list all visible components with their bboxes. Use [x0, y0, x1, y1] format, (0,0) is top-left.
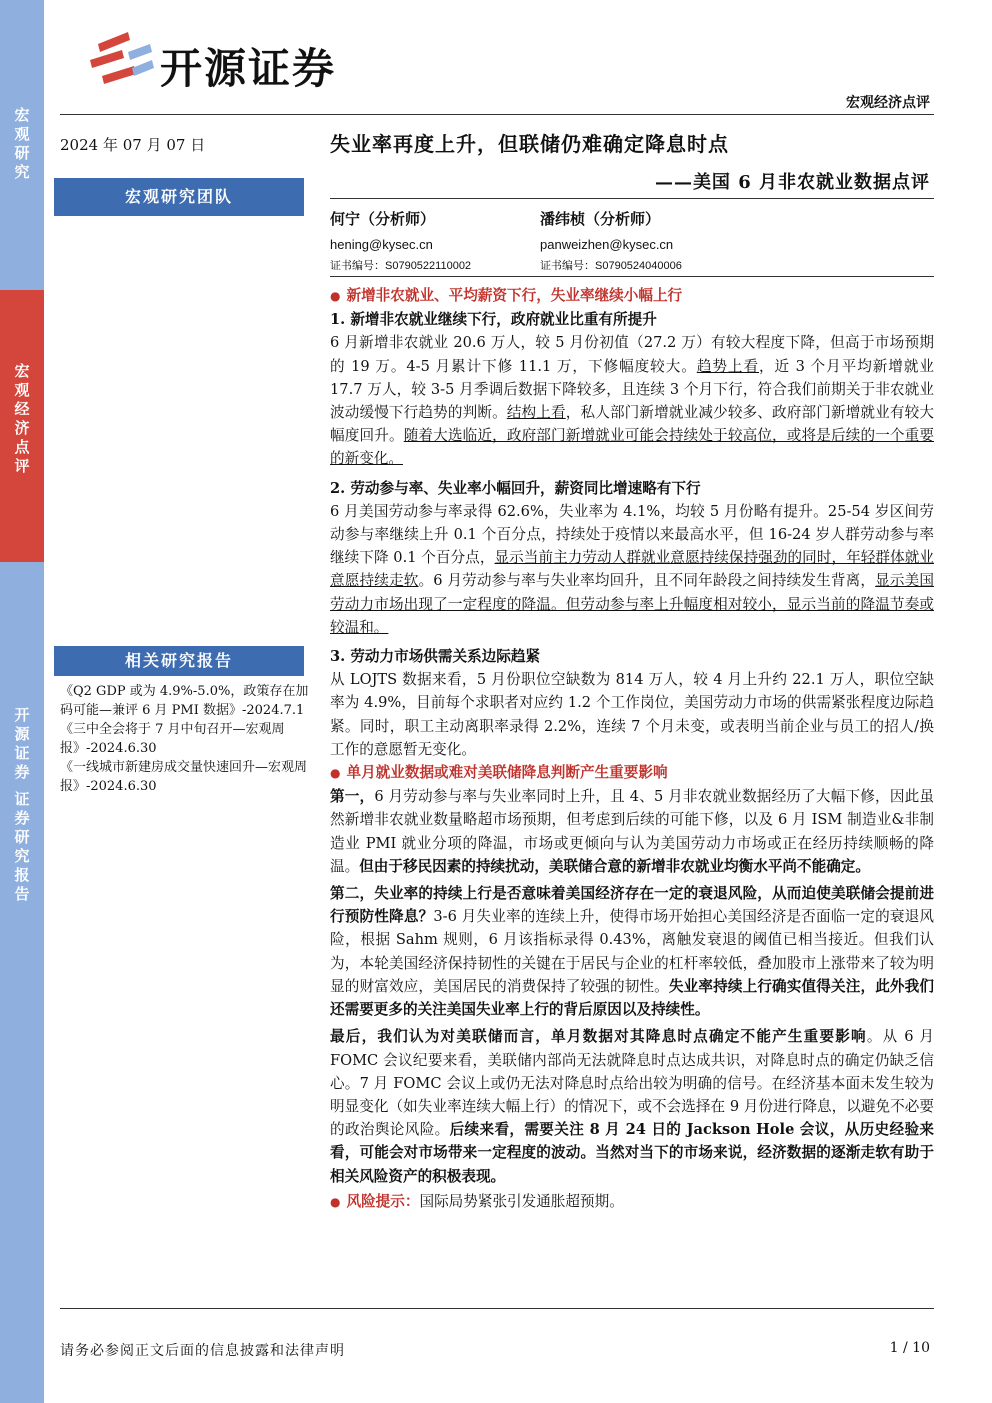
analyst-email[interactable]: panweizhen@kysec.cn	[540, 237, 674, 252]
analyst-divider	[330, 276, 934, 277]
related-label: 相关研究报告	[54, 646, 304, 676]
sidebar-bottom	[0, 562, 44, 1403]
related-item[interactable]: 《Q2 GDP 或为 4.9%-5.0%，政策存在加码可能—兼评 6 月 PMI 数据》-2024.7.1	[60, 684, 309, 718]
page-subtitle: ——美国 6 月非农就业数据点评	[654, 172, 930, 193]
section-bullet: ● 单月就业数据或难对美联储降息判断产生重要影响	[330, 761, 934, 785]
logo-mark-icon	[88, 30, 154, 90]
footer-divider	[60, 1308, 934, 1309]
report-category: 宏观经济点评	[846, 95, 930, 111]
section-bullet: ● 新增非农就业、平均薪资下行，失业率继续小幅上行	[330, 284, 934, 308]
related-item[interactable]: 《一线城市新建房成交量快速回升—宏观周报》-2024.6.30	[60, 760, 308, 794]
analyst-email[interactable]: hening@kysec.cn	[330, 237, 433, 252]
report-body	[330, 284, 934, 1214]
analyst-cert: 证书编号：S0790524040006	[540, 260, 682, 272]
paragraph: 第一，6 月劳动参与率与失业率同时上升，且 4、5 月非农就业数据经历了大幅下修，因此虽然新增非农就业数量略超市场预期，但考虑到后续的可能下修，以及 6 月 ISM 制造业&非制造业 PMI 就业分项的降温，市场或更倾向与认为美国劳动力市场或正在经历持续顺畅的降温。但由于移民因素的持续扰动，美联储合意的新增非农就业均衡水平尚不能确定。	[330, 788, 934, 875]
paragraph: 6 月美国劳动参与率录得 62.6%，失业率为 4.1%，均较 5 月份略有提升。25-54 岁区间劳动参与率继续上升 0.1 个百分点，持续处于疫情以来最高水平，但 16-24 岁人群劳动参与率继续下降 0.1 个百分点，显示当前主力劳动人群就业意愿持续保持强劲的同时，年轻群体就业意愿持续走软。6 月劳动参与率与失业率均回升，且不同年龄段之间持续发生背离，显示美国劳动力市场出现了一定程度的降温。但劳动参与率上升幅度相对较小，显示当前的降温节奏或较温和。	[330, 502, 934, 636]
sidebar-middle-label: 宏 观 经 济 点 评	[14, 362, 30, 475]
section-heading: 3. 劳动力市场供需关系边际趋紧	[330, 648, 541, 666]
analyst-2	[540, 208, 682, 273]
risk-note: ● 风险提示：国际局势紧张引发通胀超预期。	[330, 1190, 934, 1214]
page-title: 失业率再度上升，但联储仍难确定降息时点	[330, 132, 729, 156]
title-divider	[330, 198, 934, 199]
header-divider	[60, 114, 934, 115]
sidebar-bottom-label: 开 源 证 券 证 券 研 究 报 告	[14, 706, 30, 903]
paragraph: 6 月新增非农就业 20.6 万人，较 5 月份初值（27.2 万）有较大程度下降，但高于市场预期的 19 万。4-5 月累计下修 11.1 万，下修幅度较大。趋势上看，近 3 个月平均新增就业 17.7 万人，较 3-5 月季调后数据下降较多，且连续 3 个月下行，符合我们前期关于非农就业波动缓慢下行趋势的判断。结构上看，私人部门新增就业减少较多、政府部门新增就业有较大幅度回升。随着大选临近，政府部门新增就业可能会持续处于较高位，或将是后续的一个重要的新变化。	[330, 334, 934, 468]
paragraph: 第二，失业率的持续上行是否意味着美国经济存在一定的衰退风险，从而迫使美联储会提前进行预防性降息？3-6 月失业率的连续上升，使得市场开始担心美国经济是否面临一定的衰退风险，根据 Sahm 规则，6 月该指标录得 0.43%，离触发衰退的阈值已相当接近。但我们认为，本轮美国经济保持韧性的关键在于居民与企业的杠杆率较低，叠加股市上涨带来了较为明显的财富效应，美国居民的消费保持了较强的韧性。失业率持续上行确实值得关注，此外我们还需要更多的关注美国失业率上行的背后原因以及持续性。	[330, 885, 934, 1019]
logo-text: 开源证券	[160, 44, 337, 93]
sidebar-top-label: 宏 观 研 究	[14, 106, 30, 181]
analyst-name: 潘纬桢（分析师）	[540, 210, 661, 228]
paragraph: 最后，我们认为对美联储而言，单月数据对其降息时点确定不能产生重要影响。从 6 月 FOMC 会议纪要来看，美联储内部尚无法就降息时点达成共识，对降息时点的确定仍缺乏信心。7 月 FOMC 会议上或仍无法对降息时点给出较为明确的信号。在经济基本面未发生较为明显变化（如失业率连续大幅上行）的情况下，或不会选择在 9 月份进行降息，以避免不必要的政治舆论风险。后续来看，需要关注 8 月 24 日的 Jackson Hole 会议，从历史经验来看，可能会对市场带来一定程度的波动。当然对当下的市场来说，经济数据的逐渐走软有助于相关风险资产的积极表现。	[330, 1028, 934, 1185]
section-heading: 2. 劳动参与率、失业率小幅回升，薪资同比增速略有下行	[330, 479, 701, 497]
analyst-cert: 证书编号：S0790522110002	[330, 260, 472, 272]
page-number: 1 / 10	[889, 1340, 930, 1356]
section-heading: 1. 新增非农就业继续下行，政府就业比重有所提升	[330, 311, 657, 329]
related-list	[60, 682, 310, 796]
paragraph: 从 LOJTS 数据来看，5 月份职位空缺数为 814 万人，较 4 月上升约 22.1 万人，职位空缺率为 4.9%，目前每个求职者对应约 1.2 个工作岗位，美国劳动力市场的供需紧张程度边际趋紧。同时，职工主动离职率录得 2.2%，连续 7 个月未变，或表明当前企业与员工的招人/换工作的意愿暂无变化。	[330, 671, 934, 758]
footer-disclaimer: 请务必参阅正文后面的信息披露和法律声明	[60, 1343, 345, 1359]
related-item[interactable]: 《三中全会将于 7 月中旬召开—宏观周报》-2024.6.30	[60, 722, 285, 756]
analyst-name: 何宁（分析师）	[330, 210, 436, 228]
team-label: 宏观研究团队	[54, 178, 304, 216]
analyst-1	[330, 208, 471, 273]
report-date: 2024 年 07 月 07 日	[60, 136, 206, 154]
